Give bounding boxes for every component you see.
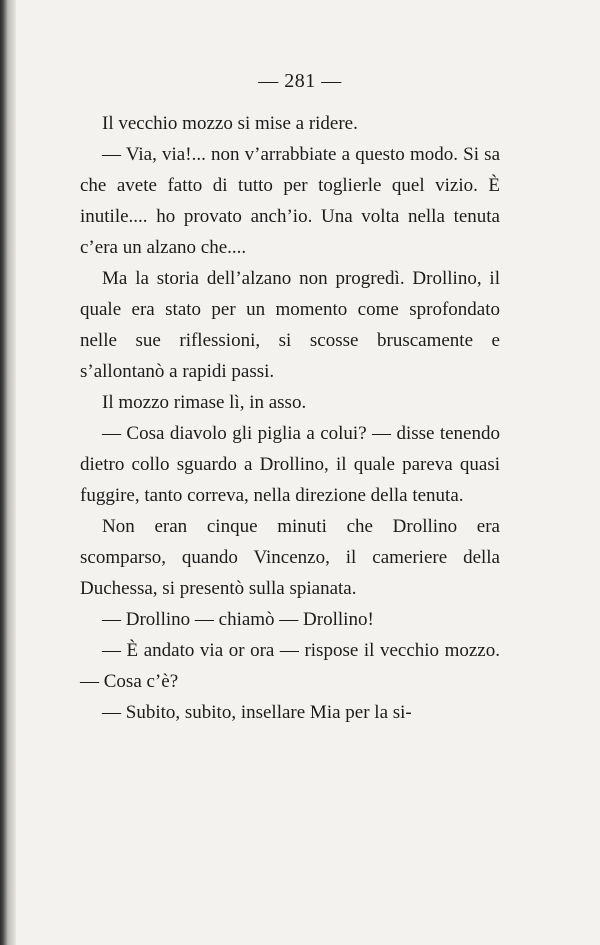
paragraph: — Subito, subito, insellare Mia per la si- [102,702,412,723]
page-binding-edge [0,0,16,945]
page-number: — 281 — [258,70,342,92]
paragraph: — Cosa diavolo gli piglia a colui? — disse tenendo dietro collo sguardo a Drollino, il quale pareva quasi fuggire, tanto correva, nella direzione della tenuta. [80,423,500,506]
paragraph: Non eran cinque minuti che Drollino era scomparso, quando Vincenzo, il cameriere della Duchessa, si presentò sulla spianata. [80,516,500,599]
paragraph: Il mozzo rimase lì, in asso. [102,392,307,413]
paragraph: — Via, via!... non v’arrabbiate a questo modo. Si sa che avete fatto di tutto per toglierle quel vizio. È inutile.... ho provato anch’io. Una volta nella tenuta c’era un alzano che.... [80,144,500,258]
paragraph: Ma la storia dell’alzano non progredì. Drollino, il quale era stato per un momento come sprofondato nelle sue riflessioni, si scosse bruscamente e s’allontanò a rapidi passi. [80,268,500,382]
body-text [80,108,500,728]
paragraph: — Drollino — chiamò — Drollino! [102,609,374,630]
paragraph: Il vecchio mozzo si mise a ridere. [102,113,358,134]
paragraph: — È andato via or ora — rispose il vecchio mozzo. — Cosa c’è? [80,640,500,692]
